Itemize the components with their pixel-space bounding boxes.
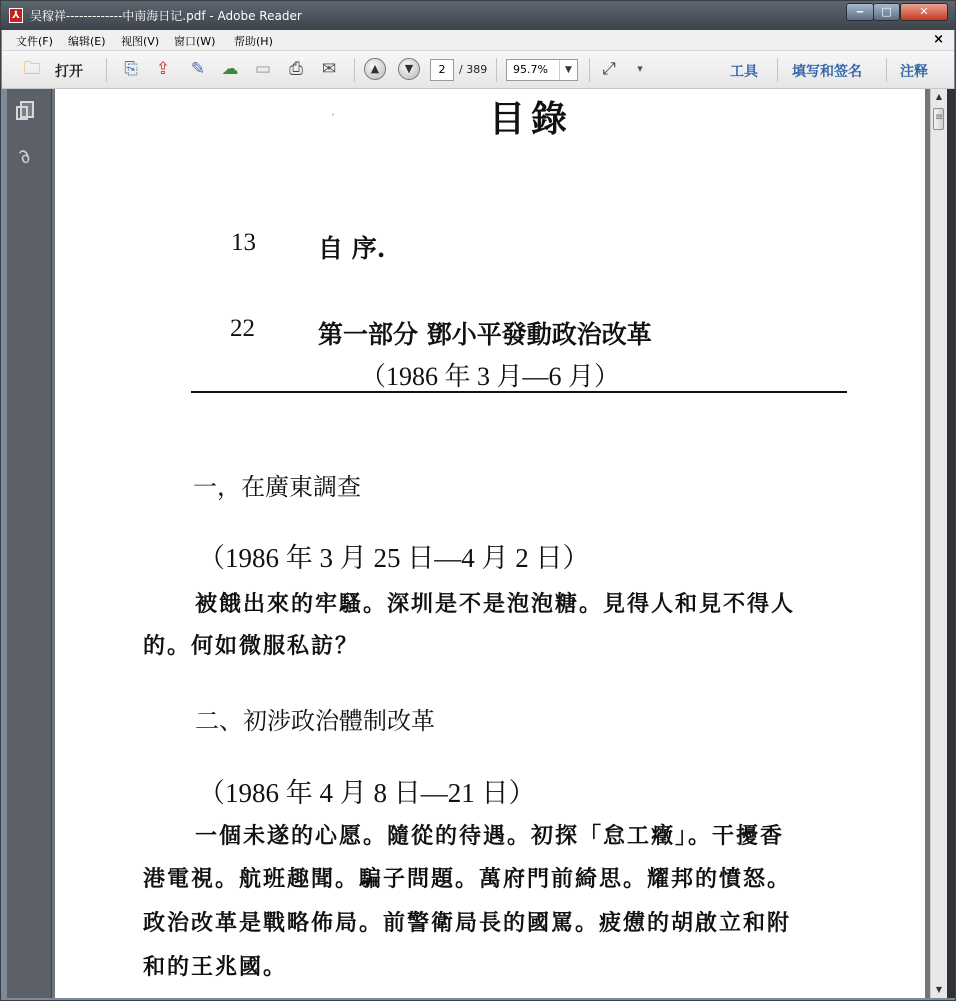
chevron-down-icon[interactable]: ▼	[559, 60, 577, 80]
title-bar[interactable]	[1, 1, 955, 30]
next-page-button[interactable]: ▼	[398, 58, 420, 80]
section-text-line: 被餓出來的牢騷。深圳是不是泡泡糖。見得人和見不得人	[195, 591, 796, 617]
section-text-line: 港電視。航班趣聞。騙子問題。萬府門前綺思。耀邦的憤怒。	[143, 866, 792, 892]
toolbar-separator	[354, 58, 355, 82]
page-total: / 389	[459, 63, 488, 76]
toolbar-overflow-icon[interactable]: ▾	[637, 62, 643, 75]
email-icon[interactable]: ✉	[321, 59, 337, 79]
close-document-button[interactable]: ×	[933, 32, 944, 47]
stray-mark: ˏ	[330, 105, 335, 116]
close-button[interactable]: ✕	[900, 3, 948, 21]
scroll-up-icon[interactable]: ▲	[935, 92, 943, 101]
window-edge	[947, 89, 955, 998]
zoom-value: 95.7%	[513, 63, 548, 76]
vertical-scrollbar[interactable]	[930, 89, 947, 998]
open-button[interactable]: 打开	[55, 64, 83, 80]
save-icon[interactable]: ▭	[254, 59, 272, 79]
upload-cloud-icon[interactable]: ☁	[221, 59, 239, 79]
section-text-line: 一個未遂的心愿。隨從的待遇。初探「怠工癥」。干擾香	[195, 823, 785, 849]
folder-open-icon[interactable]: 🗀	[23, 59, 41, 79]
page-thumbnails-icon[interactable]	[20, 101, 34, 118]
divider-line	[191, 391, 847, 393]
section-heading: 一，在廣東調查	[193, 473, 361, 501]
menu-bar	[2, 30, 954, 51]
menu-window[interactable]: 窗口(W)	[174, 35, 216, 48]
section-text-line: 的。何如微服私訪？	[143, 633, 360, 659]
page-number-input[interactable]: 2	[430, 59, 454, 81]
toc-entry-title: 第一部分 鄧小平發動政治改革	[318, 320, 652, 349]
section-date: （1986 年 3 月 25 日—4 月 2 日）	[198, 543, 590, 573]
toc-entry-title: 自 序.	[318, 234, 386, 263]
toolbar-separator	[106, 58, 107, 82]
toolbar	[2, 51, 954, 89]
toolbar-separator	[589, 58, 590, 82]
print-icon[interactable]: ⎙	[289, 59, 303, 79]
toolbar-separator	[496, 58, 497, 82]
edit-pdf-icon[interactable]: ✎	[190, 59, 206, 79]
section-text-line: 和的王兆國。	[143, 954, 288, 980]
scroll-thumb[interactable]	[933, 108, 944, 130]
tab-comment[interactable]: 注释	[900, 64, 928, 80]
previous-page-button[interactable]: ▲	[364, 58, 386, 80]
scroll-down-icon[interactable]: ▼	[935, 985, 943, 994]
menu-view[interactable]: 视图(V)	[121, 35, 160, 48]
pdf-icon[interactable]: ⅄	[9, 8, 23, 23]
tab-tools[interactable]: 工具	[730, 64, 758, 80]
document-viewport[interactable]	[52, 89, 930, 998]
toc-entry-range: （1986 年 3 月—6 月）	[360, 362, 621, 391]
attachment-icon[interactable]: ∂	[13, 143, 36, 169]
toolbar-separator	[777, 58, 778, 82]
toc-entry-page: 22	[230, 315, 255, 342]
minimize-button[interactable]: ‒	[846, 3, 874, 21]
menu-file[interactable]: 文件(F)	[16, 35, 53, 48]
menu-edit[interactable]: 编辑(E)	[68, 35, 106, 48]
section-text-line: 政治改革是戰略佈局。前警衛局長的國罵。疲憊的胡啟立和附	[143, 910, 792, 936]
fit-window-icon[interactable]: ⤢	[602, 59, 616, 79]
tab-fill-sign[interactable]: 填写和签名	[792, 64, 862, 80]
maximize-button[interactable]: □	[873, 3, 900, 21]
create-pdf-icon[interactable]: ⎘	[124, 59, 138, 79]
menu-help[interactable]: 帮助(H)	[234, 35, 273, 48]
toolbar-separator	[886, 58, 887, 82]
zoom-select[interactable]	[506, 59, 578, 81]
navigation-pane	[7, 89, 52, 998]
pdf-page	[55, 89, 925, 998]
section-heading: 二、初涉政治體制改革	[195, 707, 435, 735]
export-pdf-icon[interactable]: ⇪	[155, 59, 171, 79]
section-date: （1986 年 4 月 8 日—21 日）	[198, 778, 536, 808]
toc-entry-page: 13	[231, 229, 256, 256]
window-title: 吴稼祥-------------中南海日记.pdf - Adobe Reader	[30, 9, 302, 23]
toc-title: 目錄	[489, 99, 574, 140]
